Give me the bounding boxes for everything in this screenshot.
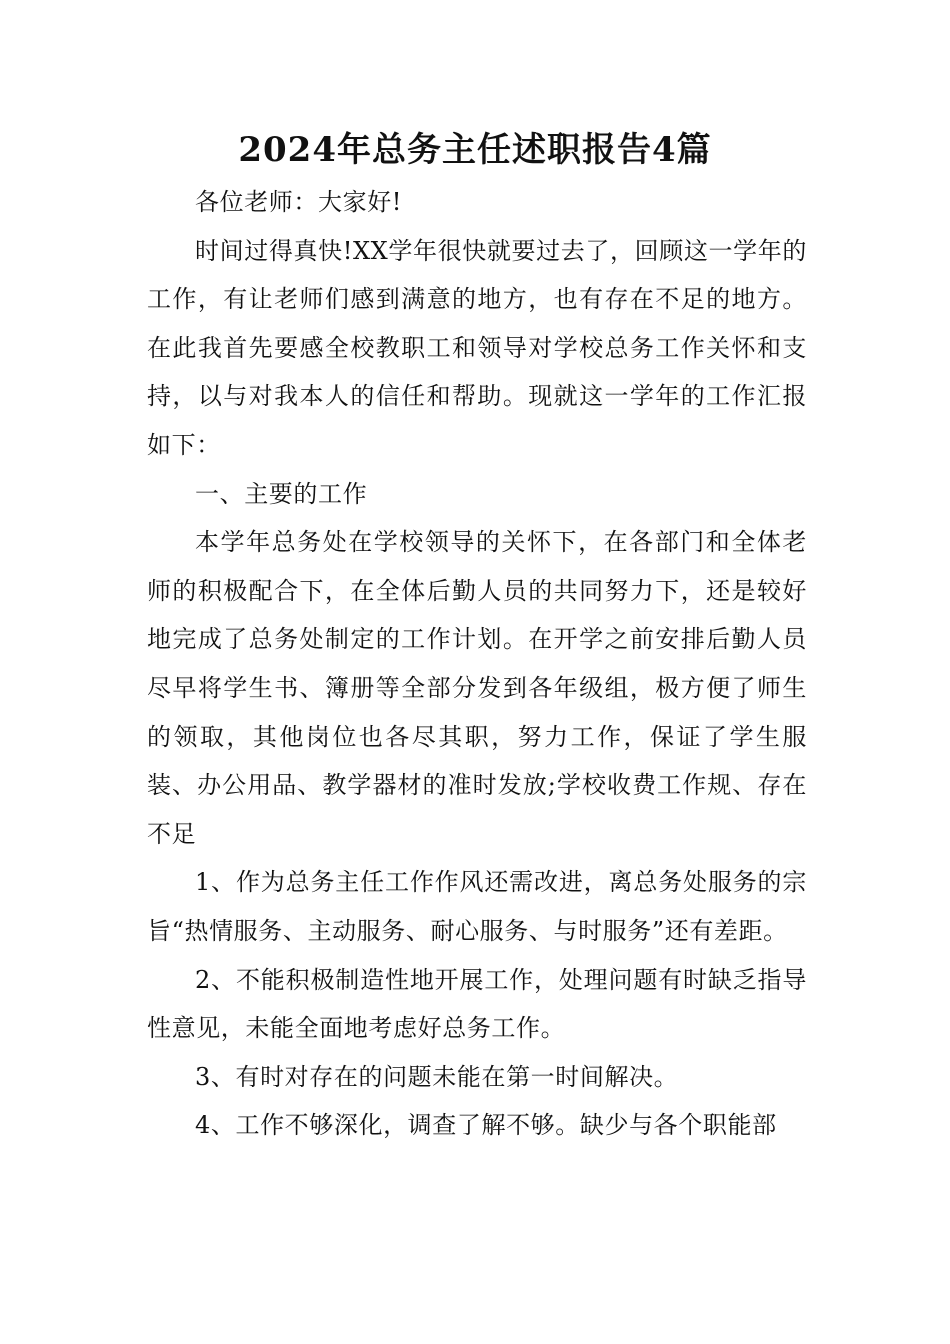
section-heading-main-work: 一、主要的工作 bbox=[195, 479, 368, 508]
list-item-shortcoming-3: 3、有时对存在的问题未能在第一时间解决。 bbox=[195, 1062, 679, 1091]
paragraph-greeting: 各位老师：大家好! bbox=[195, 188, 403, 216]
paragraph-intro: 时间过得真快!XX学年很快就要过去了，回顾这一学年的工作，有让老师们感到满意的地方，也有存在不足的地方。在此我首先要感全校教职工和领导对学校总务工作关怀和支持，以与对我本人的信任和帮助。现就这一学年的工作汇报如下： bbox=[147, 236, 807, 459]
document-title: 2024年总务主任述职报告4篇 bbox=[238, 130, 712, 170]
list-item-shortcoming-2: 2、不能积极制造性地开展工作，处理问题有时缺乏指导性意见，未能全面地考虑好总务工作。 bbox=[147, 965, 807, 1043]
paragraph-main-work: 本学年总务处在学校领导的关怀下，在各部门和全体老师的积极配合下，在全体后勤人员的共同努力下，还是较好地完成了总务处制定的工作计划。在开学之前安排后勤人员尽早将学生书、簿册等全部分发到各年级组，极方便了师生的领取，其他岗位也各尽其职，努力工作，保证了学生服装、办公用品、教学器材的准时发放;学校收费工作规、存在不足 bbox=[147, 528, 807, 848]
list-item-shortcoming-1: 1、作为总务主任工作作风还需改进，离总务处服务的宗旨“热情服务、主动服务、耐心服务、与时服务”还有差距。 bbox=[147, 868, 807, 945]
list-item-shortcoming-4: 4、工作不够深化，调查了解不够。缺少与各个职能部 bbox=[195, 1111, 777, 1140]
document-body bbox=[147, 178, 807, 1150]
